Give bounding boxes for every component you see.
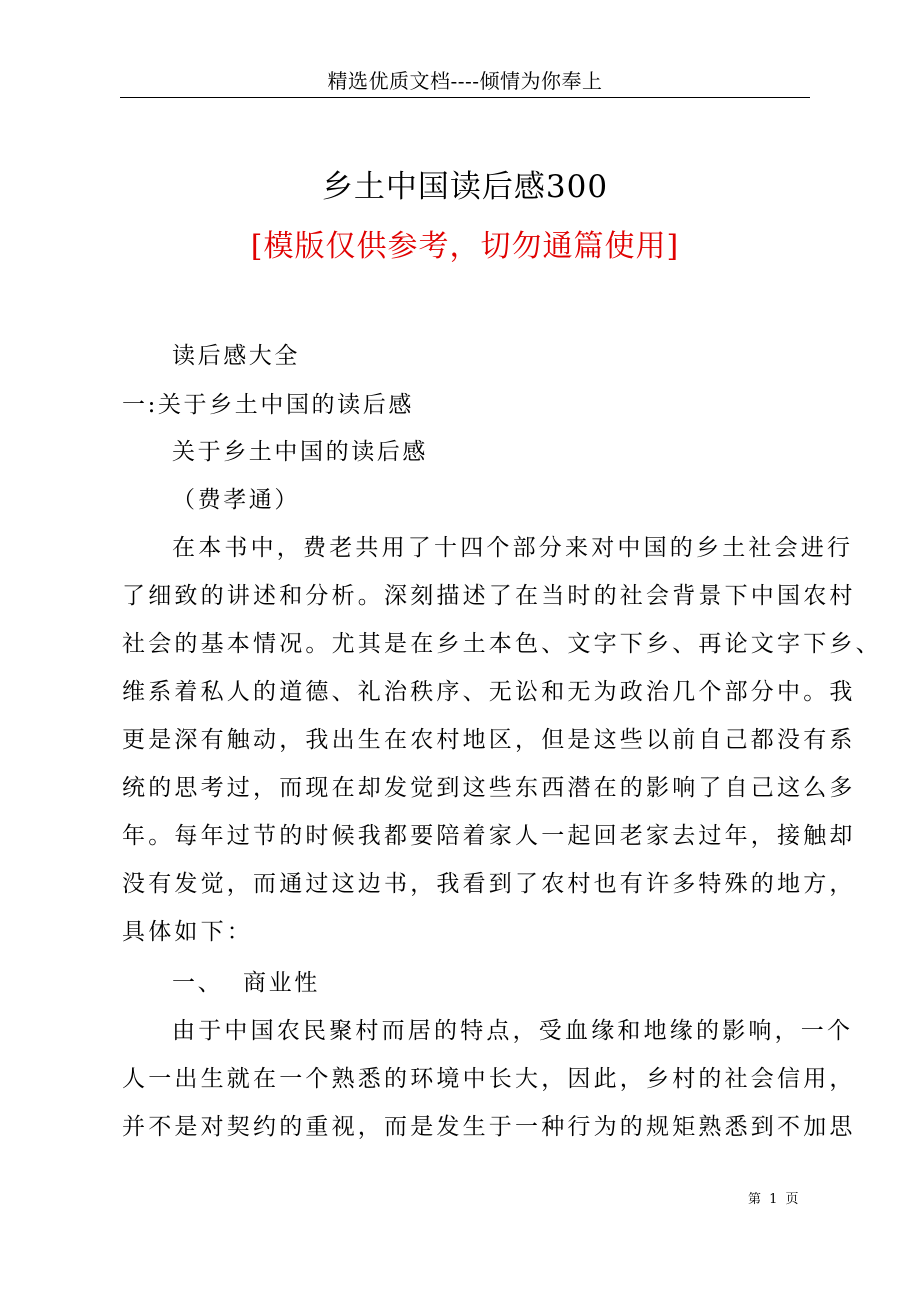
- section-heading: 读后感大全: [172, 343, 300, 369]
- article-heading: 一:关于乡土中国的读后感: [122, 392, 414, 418]
- author-line: （费孝通）: [172, 487, 300, 513]
- paragraph-line: 人一出生就在一个熟悉的环境中长大，因此，乡村的社会信用，: [122, 1066, 856, 1092]
- header-divider: [120, 97, 810, 98]
- page-number: 第 1 页: [748, 1192, 801, 1207]
- template-notice: [模版仅供参考，切勿通篇使用]: [250, 229, 680, 264]
- paragraph-line: 社会的基本情况。尤其是在乡土本色、文字下乡、再论文字下乡、: [122, 631, 882, 657]
- paragraph-line: 年。每年过节的时候我都要陪着家人一起回老家去过年，接触却: [122, 823, 856, 849]
- paragraph-line: 维系着私人的道德、礼治秩序、无讼和无为政治几个部分中。我: [122, 679, 856, 705]
- document-title: 乡土中国读后感300: [321, 169, 609, 205]
- page-header: 精选优质文档----倾情为你奉上: [327, 69, 603, 93]
- paragraph-line: 由于中国农民聚村而居的特点，受血缘和地缘的影响，一个: [172, 1018, 854, 1044]
- subsection-heading: 一、 商业性: [172, 970, 320, 996]
- paragraph-line: 统的思考过，而现在却发觉到这些东西潜在的影响了自己这么多: [122, 775, 856, 801]
- paragraph-line: 并不是对契约的重视，而是发生于一种行为的规矩熟悉到不加思: [122, 1114, 856, 1140]
- paragraph-line: 了细致的讲述和分析。深刻描述了在当时的社会背景下中国农村: [122, 583, 856, 609]
- paragraph-line: 具体如下：: [122, 919, 253, 945]
- article-title: 关于乡土中国的读后感: [172, 439, 428, 465]
- paragraph-line: 在本书中，费老共用了十四个部分来对中国的乡土社会进行: [172, 535, 854, 561]
- paragraph-line: 更是深有触动，我出生在农村地区，但是这些以前自己都没有系: [122, 727, 856, 753]
- paragraph-line: 没有发觉，而通过这边书，我看到了农村也有许多特殊的地方，: [122, 871, 856, 897]
